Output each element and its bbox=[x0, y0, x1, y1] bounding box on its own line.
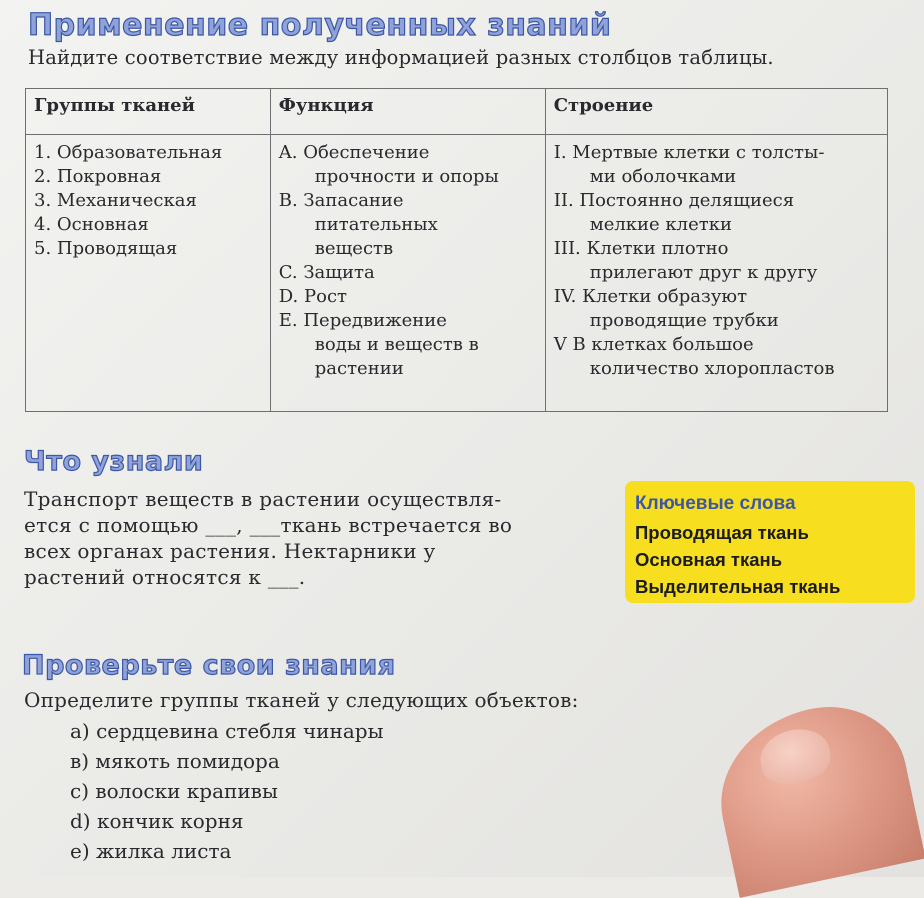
list-item: 1. Образовательная bbox=[34, 142, 223, 163]
list-item-continuation: прочности и опоры bbox=[314, 166, 499, 187]
list-item: IV. Клетки образуют bbox=[553, 286, 748, 307]
list-item: 2. Покровная bbox=[34, 166, 162, 187]
list-item-continuation: веществ bbox=[314, 238, 394, 259]
list-item: D. Рост bbox=[278, 286, 347, 307]
matching-table bbox=[25, 88, 888, 412]
table-header-row bbox=[26, 89, 888, 135]
header-tissue-groups: Группы тканей bbox=[26, 89, 271, 135]
list-item: в) мякоть помидора bbox=[70, 749, 280, 773]
keywords-title: Ключевые слова bbox=[635, 493, 796, 514]
list-item: 5. Проводящая bbox=[34, 238, 178, 259]
paragraph-line: растений относятся к ___. bbox=[24, 565, 306, 589]
list-item-continuation: проводящие трубки bbox=[589, 310, 779, 331]
list-item: 3. Механическая bbox=[34, 190, 197, 211]
structure-cell bbox=[545, 135, 887, 412]
check-question: Определите группы тканей у следующих объектов: bbox=[24, 688, 579, 712]
keyword-item: Основная ткань bbox=[635, 549, 783, 570]
list-item: E. Передвижение bbox=[278, 310, 447, 331]
list-item-continuation: воды и веществ в bbox=[314, 334, 479, 355]
instruction-text: Найдите соответствие между информацией разных столбцов таблицы. bbox=[28, 46, 774, 69]
learned-paragraph bbox=[24, 486, 614, 590]
table-row bbox=[26, 135, 888, 412]
list-item-continuation: ми оболочками bbox=[589, 166, 737, 187]
list-item: V В клетках большое bbox=[553, 334, 754, 355]
list-item: B. Запасание bbox=[278, 190, 404, 211]
keyword-item: Выделительная ткань bbox=[635, 576, 841, 597]
keywords-box bbox=[625, 481, 915, 603]
list-item: d) кончик корня bbox=[70, 809, 244, 833]
header-structure: Строение bbox=[545, 89, 887, 135]
tissue-groups-cell bbox=[26, 135, 271, 412]
list-item: c) волоски крапивы bbox=[70, 779, 278, 803]
list-item-continuation: питательных bbox=[314, 214, 438, 235]
list-item: II. Постоянно делящиеся bbox=[553, 190, 795, 211]
list-item-continuation: растении bbox=[314, 358, 404, 379]
list-item: III. Клетки плотно bbox=[553, 238, 729, 259]
paragraph-line: всех органах растения. Нектарники у bbox=[24, 539, 436, 563]
list-item: C. Защита bbox=[278, 262, 375, 283]
apply-knowledge-heading: Применение полученных знаний bbox=[28, 8, 612, 43]
header-function: Функция bbox=[270, 89, 545, 135]
check-knowledge-heading: Проверьте свои знания bbox=[22, 650, 396, 681]
finger-photo-element bbox=[704, 692, 924, 898]
options-list bbox=[70, 716, 384, 866]
list-item-continuation: мелкие клетки bbox=[589, 214, 732, 235]
list-item: e) жилка листа bbox=[70, 839, 232, 863]
list-item: A. Обеспечение bbox=[278, 142, 430, 163]
list-item: I. Мертвые клетки с толсты- bbox=[553, 142, 825, 163]
paragraph-line: Транспорт веществ в растении осуществля- bbox=[24, 487, 502, 511]
list-item: 4. Основная bbox=[34, 214, 149, 235]
list-item-continuation: прилегают друг к другу bbox=[589, 262, 818, 283]
list-item: a) сердцевина стебля чинары bbox=[70, 719, 384, 743]
what-learned-heading: Что узнали bbox=[24, 446, 204, 477]
list-item-continuation: количество хлоропластов bbox=[589, 358, 835, 379]
keyword-item: Проводящая ткань bbox=[635, 522, 809, 543]
function-cell bbox=[270, 135, 545, 412]
paragraph-line: ется с помощью ___, ___ткань встречается во bbox=[24, 513, 513, 537]
